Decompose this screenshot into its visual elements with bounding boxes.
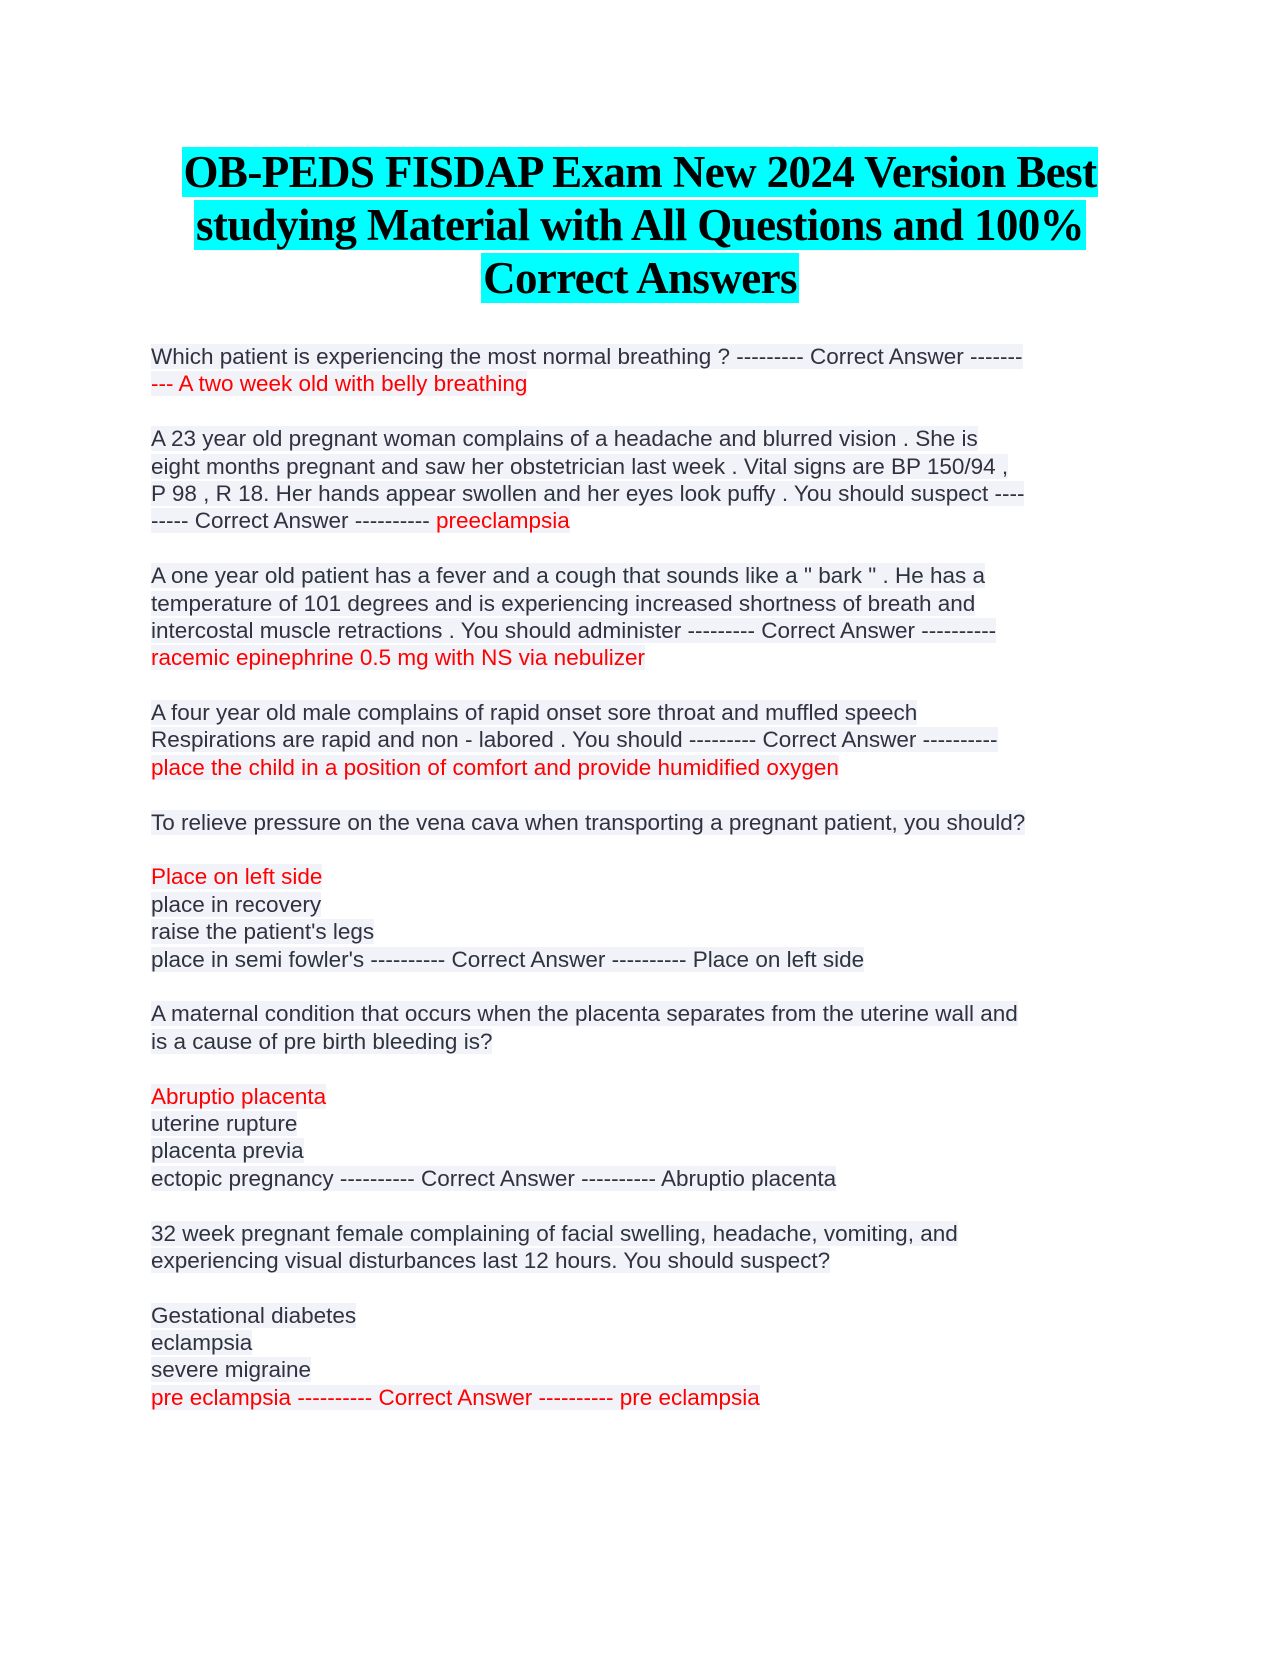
- question-text: A maternal condition that occurs when the placenta separates from the uterine wall and: [151, 1001, 1018, 1027]
- qa-block: [151, 343, 1131, 398]
- text-line: [151, 343, 1131, 370]
- title-line: Correct Answers: [483, 253, 797, 303]
- text-line: [151, 1329, 1131, 1356]
- text-line: [151, 1028, 1131, 1055]
- qa-block: [151, 425, 1131, 535]
- question-text: ectopic pregnancy ---------- Correct Answer ---------- Abruptio placenta: [151, 1165, 837, 1191]
- text-line: [151, 1083, 1131, 1110]
- text-line: [151, 590, 1131, 617]
- qa-block: [151, 699, 1131, 781]
- paragraph-gap: [151, 535, 1131, 562]
- paragraph-gap: [151, 1055, 1131, 1082]
- title-line: studying Material with All Questions and 100%: [195, 200, 1085, 250]
- text-line: [151, 1110, 1131, 1137]
- correct-answer-text: racemic epinephrine 0.5 mg with NS via nebulizer: [151, 645, 645, 671]
- text-line: [151, 891, 1131, 918]
- text-line: [151, 1356, 1131, 1383]
- document-title: [0, 146, 1280, 305]
- correct-answer-text: Place on left side: [151, 864, 323, 890]
- question-text: eclampsia: [151, 1330, 253, 1356]
- title-line: OB-PEDS FISDAP Exam New 2024 Version Best: [183, 147, 1097, 197]
- text-line: [151, 480, 1131, 507]
- text-line: [151, 809, 1131, 836]
- text-line: [151, 699, 1131, 726]
- qa-block: [151, 1083, 1131, 1193]
- text-line: [151, 1302, 1131, 1329]
- question-text: place in recovery: [151, 891, 322, 917]
- qa-block: [151, 562, 1131, 672]
- question-text: temperature of 101 degrees and is experiencing increased shortness of breath and: [151, 590, 976, 616]
- question-text: intercostal muscle retractions . You should administer --------- Correct Answer ----------: [151, 617, 997, 643]
- text-line: [151, 507, 1131, 534]
- text-line: [151, 754, 1131, 781]
- question-text: A 23 year old pregnant woman complains of a headache and blurred vision . She is: [151, 426, 978, 452]
- text-line: [151, 425, 1131, 452]
- question-text: experiencing visual disturbances last 12 hours. You should suspect?: [151, 1247, 831, 1273]
- question-text: eight months pregnant and saw her obstetrician last week . Vital signs are BP 150/94 ,: [151, 453, 1009, 479]
- question-text: To relieve pressure on the vena cava when transporting a pregnant patient, you should?: [151, 809, 1026, 835]
- question-text: Respirations are rapid and non - labored . You should --------- Correct Answer ----------: [151, 727, 998, 753]
- correct-answer-text: preeclampsia: [435, 508, 570, 534]
- qa-block: [151, 1000, 1131, 1055]
- text-line: [151, 1137, 1131, 1164]
- text-line: [151, 1247, 1131, 1274]
- qa-block: [151, 863, 1131, 973]
- question-text: 32 week pregnant female complaining of facial swelling, headache, vomiting, and: [151, 1220, 958, 1246]
- text-line: [151, 1384, 1131, 1411]
- text-line: [151, 617, 1131, 644]
- question-text: Which patient is experiencing the most normal breathing ? --------- Correct Answer -------: [151, 344, 1023, 369]
- question-text: placenta previa: [151, 1138, 304, 1164]
- question-text: A four year old male complains of rapid onset sore throat and muffled speech: [151, 700, 918, 726]
- correct-answer-text: --- A two week old with belly breathing: [151, 371, 528, 397]
- text-line: [151, 1000, 1131, 1027]
- document-body: [151, 343, 1131, 1411]
- qa-block: [151, 809, 1131, 836]
- question-text: uterine rupture: [151, 1110, 298, 1136]
- text-line: [151, 863, 1131, 890]
- question-text: is a cause of pre birth bleeding is?: [151, 1028, 493, 1054]
- correct-answer-text: pre eclampsia ---------- Correct Answer ---------- pre eclampsia: [151, 1384, 760, 1410]
- paragraph-gap: [151, 1192, 1131, 1219]
- qa-block: [151, 1220, 1131, 1275]
- paragraph-gap: [151, 836, 1131, 863]
- question-text: severe migraine: [151, 1357, 312, 1383]
- correct-answer-text: place the child in a position of comfort and provide humidified oxygen: [151, 754, 839, 780]
- text-line: [151, 726, 1131, 753]
- text-line: [151, 644, 1131, 671]
- text-line: [151, 453, 1131, 480]
- qa-block: [151, 1302, 1131, 1412]
- correct-answer-text: Abruptio placenta: [151, 1083, 327, 1109]
- text-line: [151, 562, 1131, 589]
- question-text: Gestational diabetes: [151, 1302, 357, 1328]
- paragraph-gap: [151, 1274, 1131, 1301]
- question-text: ----- Correct Answer ----------: [151, 508, 436, 534]
- question-text: A one year old patient has a fever and a cough that sounds like a " bark " . He has a: [151, 563, 986, 589]
- text-line: [151, 1220, 1131, 1247]
- paragraph-gap: [151, 973, 1131, 1000]
- question-text: raise the patient's legs: [151, 919, 375, 945]
- paragraph-gap: [151, 781, 1131, 808]
- text-line: [151, 370, 1131, 397]
- question-text: place in semi fowler's ---------- Correct Answer ---------- Place on left side: [151, 946, 865, 972]
- text-line: [151, 918, 1131, 945]
- text-line: [151, 946, 1131, 973]
- question-text: P 98 , R 18. Her hands appear swollen and her eyes look puffy . You should suspect ----: [151, 480, 1025, 506]
- paragraph-gap: [151, 672, 1131, 699]
- paragraph-gap: [151, 398, 1131, 425]
- text-line: [151, 1165, 1131, 1192]
